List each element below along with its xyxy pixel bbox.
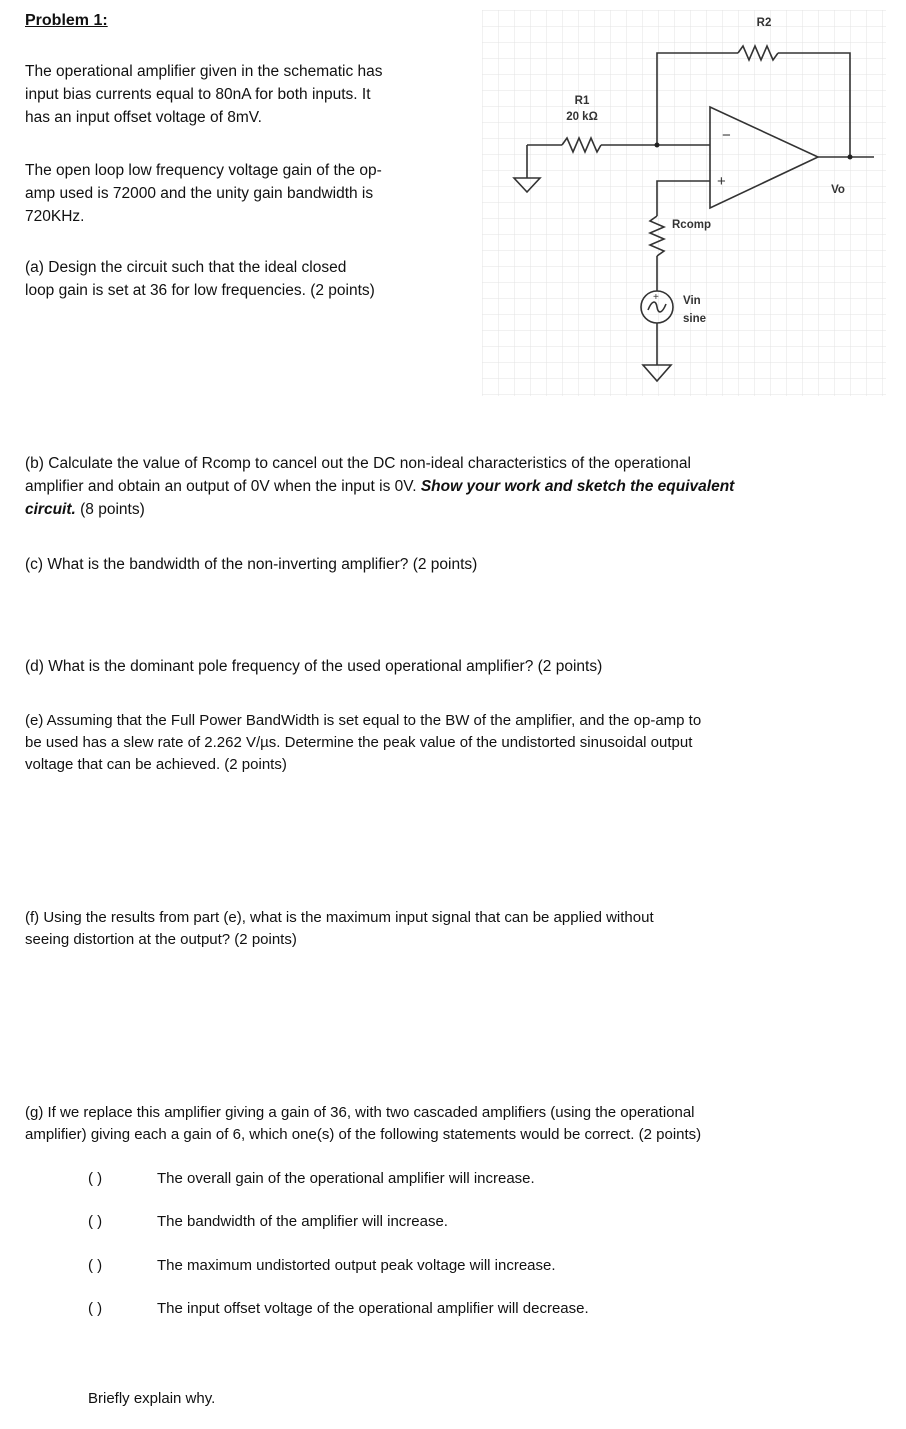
part-b-line: (b) Calculate the value of Rcomp to cancel out the DC non-ideal characteristics of the operational	[25, 455, 691, 472]
intro-line: input bias currents equal to 80nA for both inputs. It	[25, 86, 371, 103]
problem-title: Problem 1:	[25, 12, 108, 29]
part-c: (c) What is the bandwidth of the non-inverting amplifier? (2 points)	[25, 556, 478, 573]
part-e-line: be used has a slew rate of 2.262 V/µs. Determine the peak value of the undistorted sinusoidal output	[25, 734, 693, 751]
part-b-text: amplifier and obtain an output of 0V when the input is 0V.	[25, 478, 421, 495]
option-2-text: The bandwidth of the amplifier will increase.	[157, 1213, 448, 1230]
part-g-line: amplifier) giving each a gain of 6, which one(s) of the following statements would be correct. (2 points)	[25, 1126, 702, 1143]
intro-line: 720KHz.	[25, 208, 85, 225]
schematic-grid	[482, 10, 886, 396]
rcomp-label: Rcomp	[672, 219, 711, 231]
option-1-checkbox[interactable]: ( )	[88, 1170, 103, 1187]
junction-dot-left	[655, 143, 660, 148]
r1-name-label: R1	[574, 95, 590, 107]
intro-line: has an input offset voltage of 8mV.	[25, 109, 262, 126]
vin-type-label: sine	[683, 313, 707, 325]
part-e-line: voltage that can be achieved. (2 points)	[25, 756, 287, 773]
part-g-line: (g) If we replace this amplifier giving a gain of 36, with two cascaded amplifiers (using the operational	[25, 1104, 695, 1121]
vin-name-label: Vin	[683, 295, 701, 307]
part-b-line	[25, 498, 734, 521]
op-amp-minus-sign: −	[722, 127, 731, 144]
intro-line: The operational amplifier given in the schematic has	[25, 63, 383, 80]
option-4-text: The input offset voltage of the operational amplifier will decrease.	[157, 1300, 589, 1317]
r1-value-label: 20 kΩ	[566, 111, 598, 123]
part-b-line	[25, 475, 734, 498]
part-g	[25, 1102, 701, 1146]
option-1-text: The overall gain of the operational amplifier will increase.	[157, 1170, 535, 1187]
intro-line: amp used is 72000 and the unity gain bandwidth is	[25, 185, 374, 202]
part-f	[25, 907, 654, 951]
part-f-line: (f) Using the results from part (e), what is the maximum input signal that can be applied without	[25, 909, 654, 926]
source-plus-sign: +	[653, 292, 659, 303]
circuit-schematic	[470, 5, 890, 405]
option-4-checkbox[interactable]: ( )	[88, 1300, 103, 1317]
part-a-line: (a) Design the circuit such that the ideal closed	[25, 259, 347, 276]
option-3-checkbox[interactable]: ( )	[88, 1257, 103, 1274]
part-b	[25, 452, 734, 521]
intro-line: The open loop low frequency voltage gain of the op-	[25, 162, 382, 179]
part-f-line: seeing distortion at the output? (2 points)	[25, 931, 297, 948]
vo-label: Vo	[831, 184, 845, 196]
part-b-text: (8 points)	[75, 501, 145, 518]
r2-name-label: R2	[756, 17, 772, 29]
option-2-checkbox[interactable]: ( )	[88, 1213, 103, 1230]
junction-dot-output	[848, 155, 853, 160]
intro-paragraph-2	[25, 159, 382, 228]
part-d: (d) What is the dominant pole frequency of the used operational amplifier? (2 points)	[25, 658, 603, 675]
part-e-line: (e) Assuming that the Full Power BandWidth is set equal to the BW of the amplifier, and the op-amp to	[25, 712, 702, 729]
option-3-text: The maximum undistorted output peak voltage will increase.	[157, 1257, 556, 1274]
part-a-line: loop gain is set at 36 for low frequencies. (2 points)	[25, 282, 375, 299]
part-b-emphasis: Show your work and sketch the equivalent	[420, 478, 735, 495]
part-b-emphasis: circuit.	[25, 501, 76, 518]
part-a	[25, 256, 375, 302]
explain-prompt: Briefly explain why.	[88, 1390, 216, 1407]
part-e	[25, 710, 701, 776]
op-amp-plus-sign: +	[717, 173, 726, 190]
intro-paragraph-1	[25, 60, 383, 129]
